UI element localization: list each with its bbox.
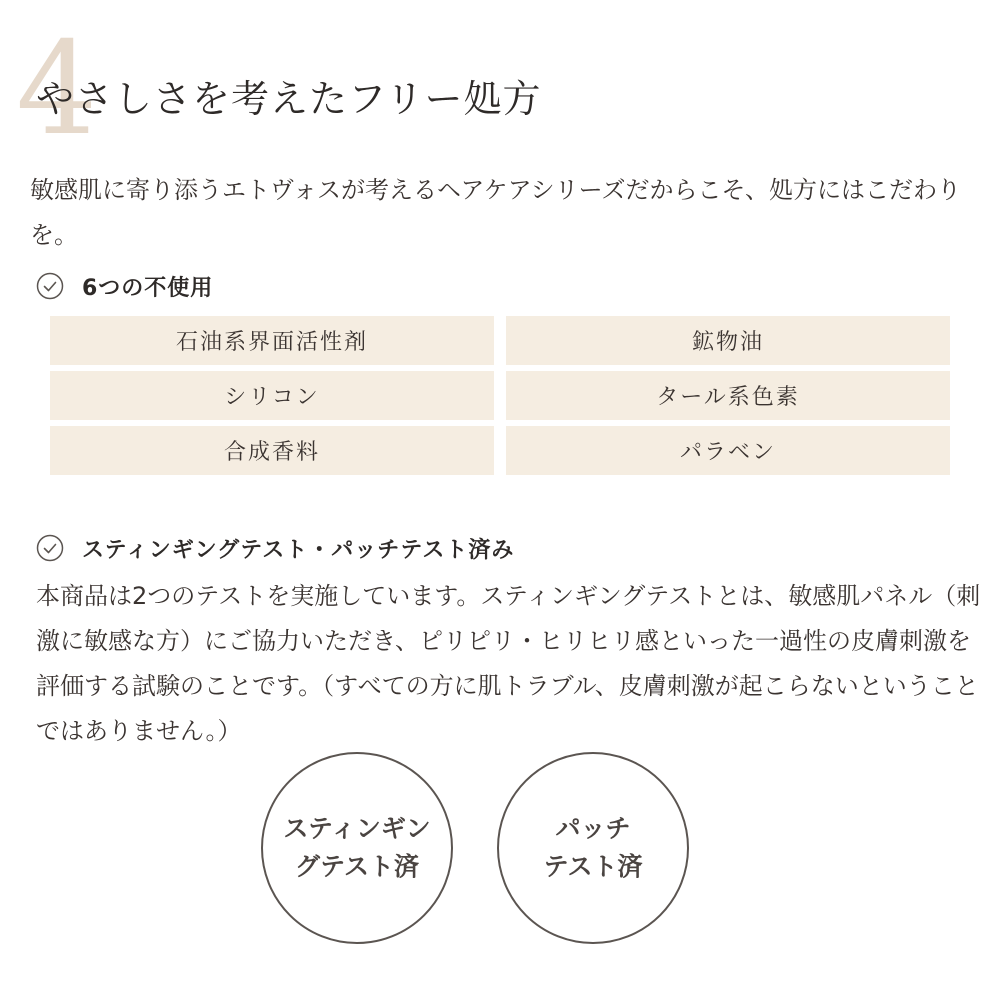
badge-line: パッチ	[555, 814, 631, 843]
free-item: タール系色素	[506, 371, 950, 420]
test-heading	[36, 530, 514, 566]
section-number: 4	[16, 15, 98, 164]
section-title: やさしさを考えたフリー処方	[36, 77, 542, 121]
intro-text: 敏感肌に寄り添うエトヴォスが考えるヘアケアシリーズだからこそ、処方にはこだわりを。	[30, 176, 961, 249]
patch-test-badge	[497, 752, 689, 944]
badge-line: スティンギン	[283, 814, 431, 843]
free-item: パラベン	[506, 426, 950, 475]
free-formula-grid	[50, 316, 950, 475]
check-circle-icon	[36, 272, 64, 300]
free-item: 石油系界面活性剤	[50, 316, 494, 365]
check-circle-icon	[36, 534, 64, 562]
badge-line: テスト済	[543, 852, 643, 881]
free-item: シリコン	[50, 371, 494, 420]
free-item: 合成香料	[50, 426, 494, 475]
free-formula-heading	[36, 268, 213, 304]
test-badges	[0, 752, 1000, 952]
test-heading-label: スティンギングテスト・パッチテスト済み	[82, 537, 515, 563]
free-formula-heading-label: 6つの不使用	[82, 275, 214, 301]
badge-line: グテスト済	[294, 852, 419, 881]
free-item: 鉱物油	[506, 316, 950, 365]
test-description: 本商品は2つのテストを実施しています。スティンギングテストとは、敏感肌パネル（刺激に敏感な方）にご協力いただき、ピリピリ・ヒリヒリ感といった一過性の皮膚刺激を評価する試験のことです。（すべての方に肌トラブル、皮膚刺激が起こらないということではありません。）	[36, 582, 981, 745]
stinging-test-badge	[261, 752, 453, 944]
